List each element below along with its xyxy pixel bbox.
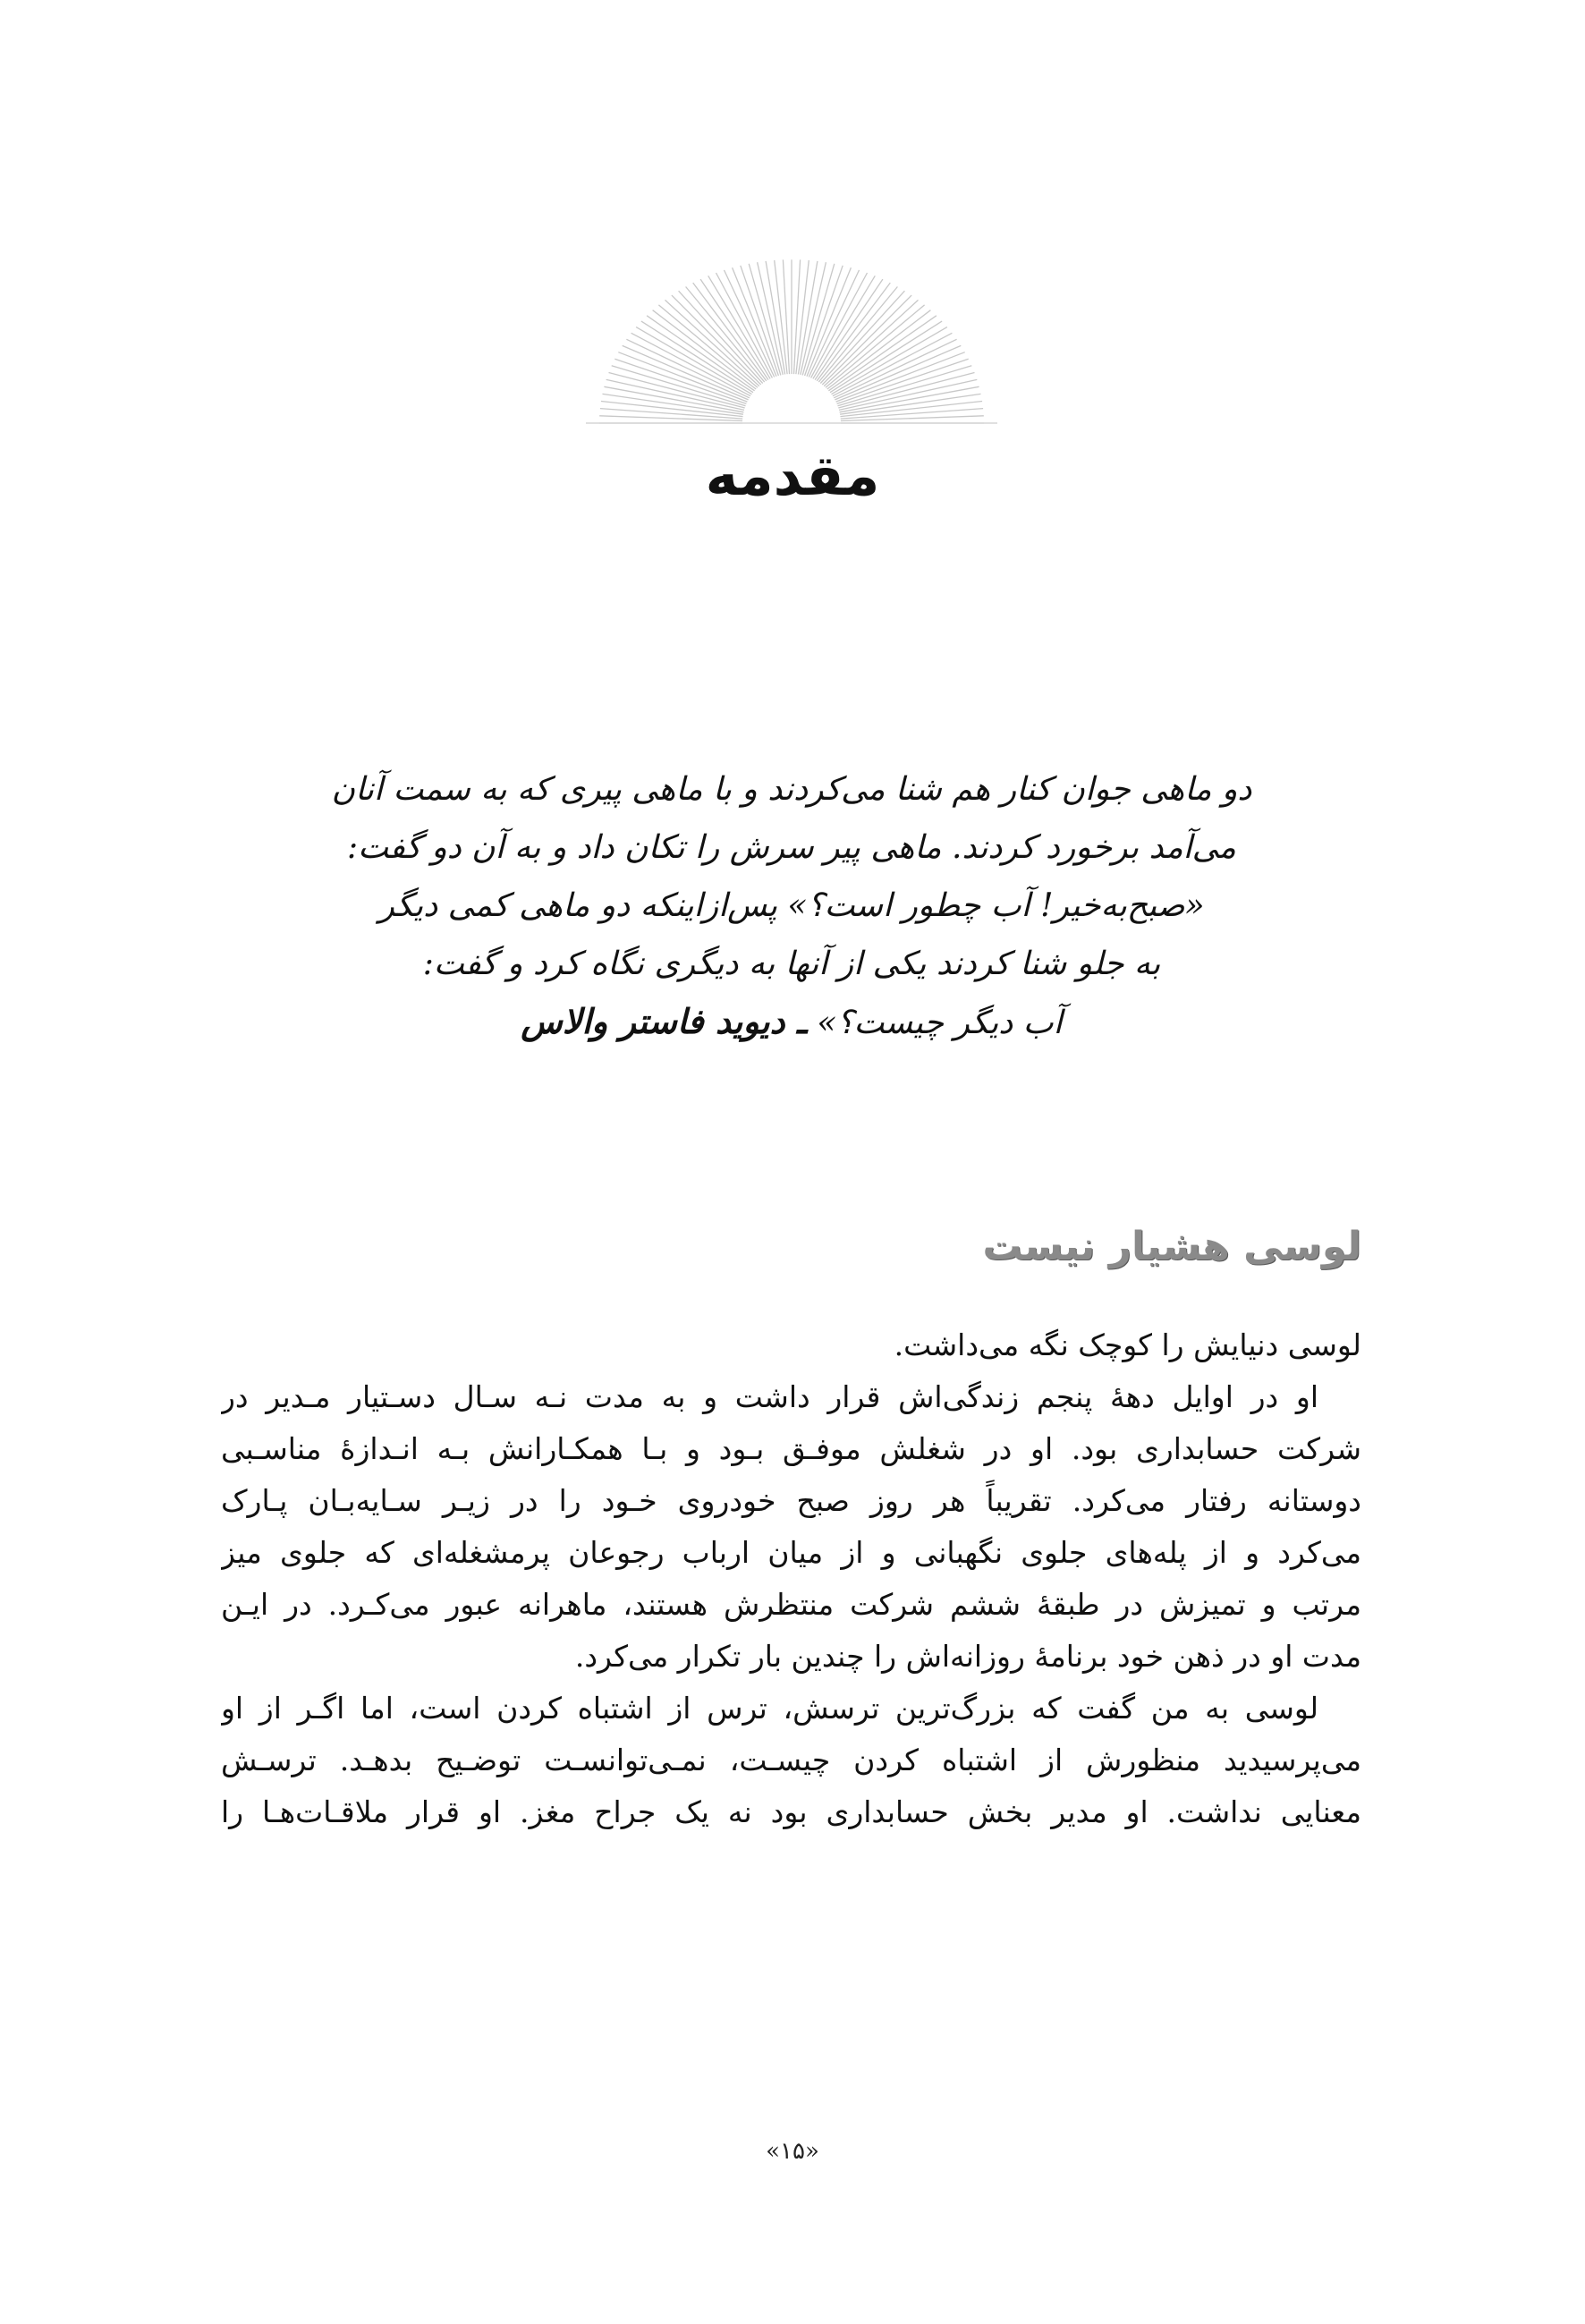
body-line: او در اوایل دههٔ پنجم زندگی‌اش قرار داشت و به مدت نـه سـال دسـتیار مـدیر در <box>221 1379 1318 1414</box>
sunburst-ray <box>665 300 759 386</box>
sunburst-ray <box>824 300 918 386</box>
sunburst-rays <box>586 219 997 434</box>
chapter-title: مقدمه <box>705 443 880 508</box>
page-number: «۱۵» <box>766 2138 819 2165</box>
sunburst-ray <box>826 305 925 387</box>
sunburst-ray <box>775 260 787 374</box>
sunburst-ray <box>841 416 984 421</box>
epigraph-line: دو ماهی جوان کنار هم شنا می‌کردند و با ماهی پیری که به سمت آنان <box>331 771 1252 808</box>
epigraph-last-line <box>295 993 1288 1052</box>
body-line: می‌پرسیدید منظورش از اشتباه کردن چیسـت، نمـی‌توانسـت توضـیح بدهـد. ترسـش <box>221 1743 1361 1777</box>
sunburst-ray <box>599 416 742 421</box>
epigraph <box>295 760 1288 1052</box>
epigraph-line: آب دیگر چیست؟» <box>817 1005 1063 1041</box>
section-heading: لوسی هشیار نیست <box>982 1224 1361 1269</box>
body-text <box>221 1319 1361 1838</box>
body-line: دوستانه رفتار می‌کرد. تقریباً هر روز صبح خودروی خـود را در زیـر سـایه‌بـان پـارک <box>221 1483 1361 1518</box>
body-line: مرتب و تمیزش در طبقهٔ ششم شرکت منتظرش هستند، ماهرانه عبور می‌کـرد. در ایـن <box>221 1587 1361 1622</box>
sunburst-ray <box>783 259 789 374</box>
body-line: شرکت حسابداری بود. او در شغلش موفـق بـود و بـا همکـارانش بـه انـدازهٔ مناسـبی <box>221 1431 1361 1466</box>
epigraph-line: «صبح‌به‌خیر! آب چطور است؟» پس‌ازاینکه دو ماهی کمی دیگر <box>378 887 1205 924</box>
epigraph-line: به جلو شنا کردند یکی از آنها به دیگری نگاه کرد و گفت: <box>422 946 1161 982</box>
body-line: مدت او در ذهن خود برنامهٔ روزانه‌اش را چندین بار تکرار می‌کرد. <box>574 1639 1361 1674</box>
body-line: لوسی به من گفت که بزرگ‌ترین ترسش، ترس از اشتباه کردن است، اما اگـر از او <box>221 1691 1318 1726</box>
sunburst-ray <box>796 260 809 374</box>
sunburst-ray <box>822 295 911 385</box>
sunburst-ray <box>658 305 758 387</box>
body-line: معنایی نداشت. او مدیر بخش حسابداری بود نه یک جراح مغز. او قرار ملاقـات‌هـا را <box>221 1794 1361 1829</box>
epigraph-author: ـ دیوید فاستر والاس <box>521 1002 807 1041</box>
sunburst-ornament <box>586 219 997 434</box>
sunburst-ray <box>672 295 761 385</box>
body-line: می‌کرد و از پله‌های جلوی نگهبانی و از میان ارباب رجوعان پرمشغله‌ای که جلوی میز <box>221 1535 1361 1570</box>
sunburst-ray <box>794 259 801 374</box>
body-line: لوسی دنیایش را کوچک نگه می‌داشت. <box>894 1327 1361 1362</box>
epigraph-line: می‌آمد برخورد کردند. ماهی پیر سرش را تکان داد و به آن دو گفت: <box>347 829 1236 866</box>
